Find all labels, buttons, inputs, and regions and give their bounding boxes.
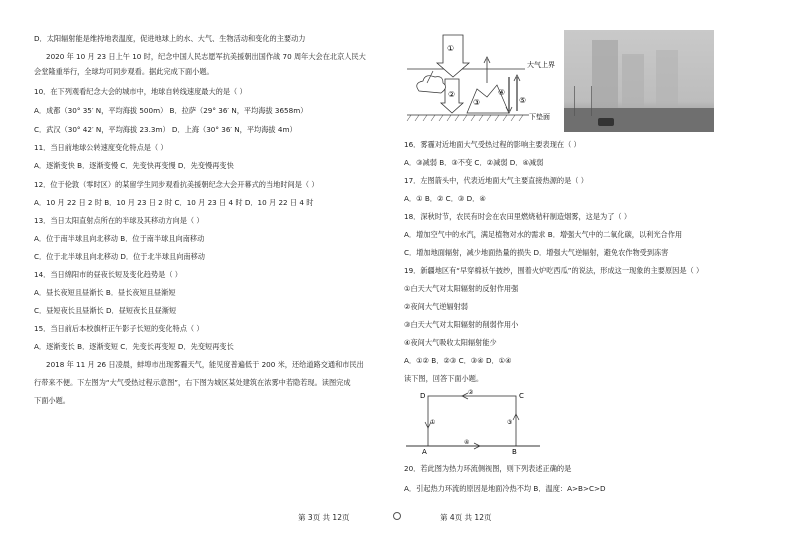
option-line: C．武汉（30° 42′ N，平均海拔 23.3m） D．上海（30° 36′ N，平均海拔 4m） [34, 125, 297, 134]
option-line: C．位于北半球且向北移动 D．位于北半球且向南移动 [34, 252, 205, 261]
statement-line: ①白天大气对太阳辐射的反射作用强 [404, 284, 519, 293]
question-15: 15．当日前后本校旗杆正午影子长短的变化特点（ ） [34, 324, 204, 333]
text-line: 会堂隆重举行，全球均可同步观看。据此完成下面小题。 [34, 67, 214, 76]
question-10: 10．在下列观看纪念大会的城市中，地球自转线速度最大的是（ ） [34, 87, 247, 96]
option-line: A．逐渐变快 B．逐渐变慢 C．先变快再变慢 D．先变慢再变快 [34, 161, 234, 170]
arrow-label-1: ① [430, 419, 436, 426]
question-11: 11．当日前地球公转速度变化特点是（ ） [34, 143, 168, 152]
statement-line: ③白天大气对太阳辐射的削弱作用小 [404, 320, 519, 329]
arrow-label-3: ③ [507, 419, 513, 426]
question-18: 18．深秋时节，农民有时会在农田里燃烧秸秆制造烟雾，这是为了（ ） [404, 212, 632, 221]
atmosphere-heating-diagram [405, 33, 565, 123]
fog-city-photo [564, 30, 714, 132]
text-line: 2018 年 11 月 26 日凌晨，蚌埠市出现雾霾天气，能见度普遍低于 200 米，还给道路交通和市民出 [46, 360, 364, 369]
question-20: 20．若此图为热力环流侧视图，则下列表述正确的是 [404, 464, 572, 473]
option-line: A．10 月 22 日 2 时 B．10 月 23 日 2 时 C．10 月 23 日 4 时 D．10 月 22 日 4 时 [34, 198, 314, 207]
option-line: A．位于南半球且向北移动 B．位于南半球且向南移动 [34, 234, 205, 243]
ground-hatch [407, 115, 523, 121]
question-14: 14．当日绵阳市的昼夜长短及变化趋势是（ ） [34, 270, 182, 279]
option-line: A．逐渐变长 B．逐渐变短 C．先变长再变短 D．先变短再变长 [34, 342, 234, 351]
text-line: 下面小题。 [34, 396, 70, 405]
option-line: A．① B．② C．③ D．④ [404, 194, 486, 203]
label-atmosphere-top: 大气上界 [527, 61, 555, 69]
corner-d: D [420, 392, 426, 400]
option-line: C．昼短夜长且昼渐长 D．昼短夜长且昼渐短 [34, 306, 177, 315]
question-16: 16．雾霾对近地面大气受热过程的影响主要表现在（ ） [404, 140, 581, 149]
corner-a: A [422, 448, 427, 456]
question-12: 12．位于伦敦（零时区）的某留学生同步观看抗美援朝纪念大会开幕式的当地时间是（ ） [34, 180, 319, 189]
label-2: ② [448, 90, 456, 99]
option-line: A．成都（30° 35′ N，平均海拔 500m） B．拉萨（29° 36′ N，平均海拔 3658m） [34, 106, 308, 115]
statement-line: ②夜间大气逆辐射弱 [404, 302, 468, 311]
thermal-circulation-diagram [404, 388, 544, 458]
question-13: 13．当日太阳直射点所在的半球及其移动方向是（ ） [34, 216, 204, 225]
cloud-shape [417, 76, 446, 93]
label-3: ③ [473, 98, 481, 107]
label-4: ④ [498, 88, 506, 97]
binding-hole-icon [393, 512, 401, 520]
option-line: A．③减弱 B．③不变 C．②减弱 D．④减弱 [404, 158, 544, 167]
question-17: 17．左图箭头中，代表近地面大气主要直接热源的是（ ） [404, 176, 588, 185]
arrow-label-2: ② [468, 389, 474, 396]
corner-b: B [512, 448, 517, 456]
page-number-left: 第 3页 共 12页 [298, 513, 350, 522]
option-line: A．①② B．②③ C．③④ D．①④ [404, 356, 512, 365]
label-ground: 下垫面 [529, 113, 550, 121]
text-line: 2020 年 10 月 23 日上午 10 时，纪念中国人民志愿军抗美援朝出国作战 70 周年大会在北京人民大 [46, 52, 366, 61]
option-line: A．增加空气中的水汽，满足植物对水的需求 B．增强大气中的二氧化碳，以利光合作用 [404, 230, 683, 239]
option-line: A．昼长夜短且昼渐长 B．昼长夜短且昼渐短 [34, 288, 176, 297]
arrow-1-shape [437, 35, 469, 77]
option-line: A．引起热力环流的原因是地面冷热不均 B．温度：A>B>C>D [404, 484, 606, 493]
page-number-right: 第 4页 共 12页 [440, 513, 492, 522]
label-5: ⑤ [519, 96, 527, 105]
text-line: D．太阳辐射能是维持地表温度，促进地球上的水、大气、生物活动和变化的主要动力 [34, 34, 306, 43]
question-19: 19．新疆地区有“早穿棉袄午披纱，围着火炉吃西瓜”的说法，形成这一现象的主要原因是（ ） [404, 266, 704, 275]
statement-line: ④夜间大气吸收太阳辐射能少 [404, 338, 497, 347]
arrow-label-4: ④ [464, 439, 470, 446]
circulation-rect [428, 396, 516, 446]
text-line: 读下图，回答下面小题。 [404, 374, 484, 383]
label-1: ① [447, 44, 455, 53]
text-line: 行带来不便。下左图为“大气受热过程示意图”，右下图为城区某处建筑在浓雾中若隐若现。读图完成 [34, 378, 351, 387]
corner-c: C [519, 392, 524, 400]
option-line: C．增加地面辐射，减少地面热量的损失 D．增强大气逆辐射，避免农作物受到冻害 [404, 248, 669, 257]
